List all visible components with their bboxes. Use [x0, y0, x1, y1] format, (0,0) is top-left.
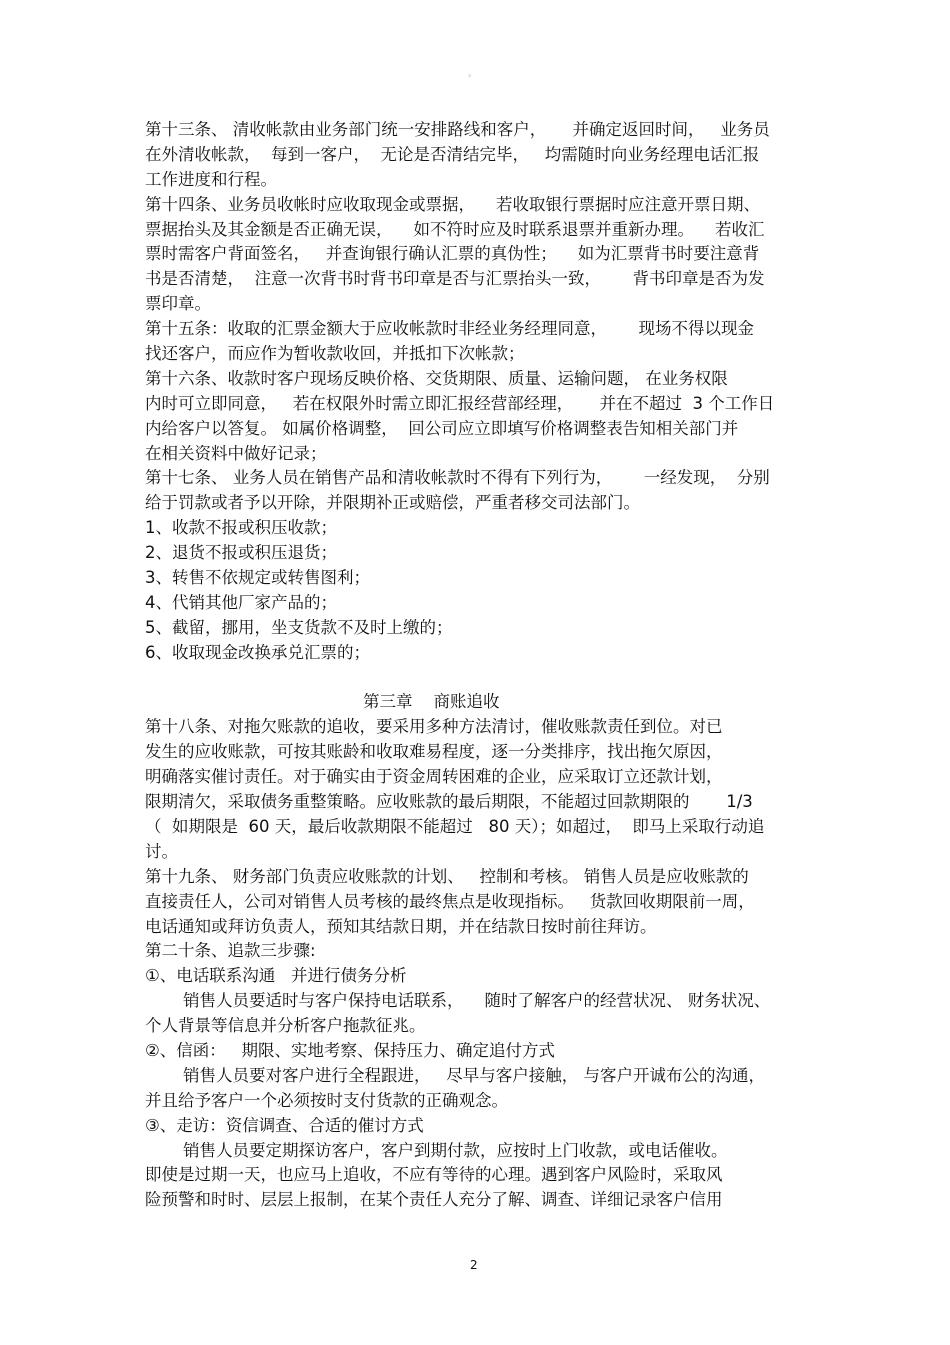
text-line: 限期清欠，采取债务重整策略。应收账款的最后期限，不能超过回款期限的 1/3	[145, 792, 753, 812]
text-line: 工作进度和行程。	[145, 169, 277, 189]
text-line: 第十七条、 业务人员在销售产品和清收帐款时不得有下列行为， 一经发现， 分别	[145, 468, 770, 488]
text-line: 找还客户，而应作为暂收款收回，并抵扣下次帐款；	[145, 344, 525, 364]
blank-line	[145, 666, 825, 691]
text-line: 第十五条：收取的汇票金额大于应收帐款时非经业务经理同意， 现场不得以现金	[145, 319, 754, 339]
text-line: 票据抬头及其金额是否正确无误， 如不符时应及时联系退票并重新办理。 若收汇	[145, 219, 765, 239]
text-line: 第十九条、 财务部门负责应收账款的计划、 控制和考核。 销售人员是应收账款的	[145, 866, 749, 886]
text-line: 内时可立即同意， 若在权限外时需立即汇报经营部经理， 并在不超过 3 个工作日	[145, 393, 775, 413]
text-line: 3、转售不依规定或转售图利；	[145, 568, 370, 588]
text-line: 销售人员要对客户进行全程跟进， 尽早与客户接触， 与客户开诚布公的沟通，	[183, 1065, 765, 1085]
text-line: 第十八条、对拖欠账款的追收，要采用多种方法清讨，催收账款责任到位。对已	[145, 717, 723, 737]
text-line: 1、收款不报或积压收款；	[145, 518, 337, 538]
text-line: ①、电话联系沟通 并进行债务分析	[145, 966, 407, 986]
text-line: 内给客户以答复。 如属价格调整， 回公司应立即填写价格调整表告知相关部门并	[145, 418, 739, 438]
text-line: 第十六条、收款时客户现场反映价格、交货期限、质量、运输问题， 在业务权限	[145, 368, 728, 388]
text-line: 4、代销其他厂家产品的；	[145, 592, 337, 612]
text-line: 在相关资料中做好记录；	[145, 443, 327, 463]
text-line: 销售人员要适时与客户保持电话联系， 随时了解客户的经营状况、 财务状况、	[183, 991, 771, 1011]
text-line: 直接责任人，公司对销售人员考核的最终焦点是收现指标。 货款回收期限前一周，	[145, 891, 755, 911]
text-line: 给于罚款或者予以开除，并限期补正或赔偿，严重者移交司法部门。	[145, 493, 640, 513]
text-line: ②、信函： 期限、实地考察、保持压力、确定追付方式	[145, 1040, 556, 1060]
text-line: 明确落实催讨责任。对于确实由于资金周转困难的企业，应采取订立还款计划，	[145, 767, 723, 787]
text-line: 第二十条、追款三步骤:	[145, 941, 316, 961]
page-number: 2	[470, 1258, 478, 1272]
text-line: 电话通知或拜访负责人，预知其结款日期，并在结款日按时前往拜访。	[145, 916, 657, 936]
text-line: （ 如期限是 60 天，最后收款期限不能超过 80 天）；如超过， 即马上采取行动追	[145, 816, 765, 836]
text-line: 讨。	[145, 841, 178, 861]
text-line: ③、走访：资信调查、合适的催讨方式	[145, 1115, 424, 1135]
header-mark: 。	[468, 69, 478, 79]
text-line: 第十四条、业务员收帐时应收取现金或票据， 若收取银行票据时应注意开票日期、	[145, 194, 760, 214]
body-text	[145, 118, 825, 1213]
text-line: 险预警和时时、层层上报制，在某个责任人充分了解、调查、详细记录客户信用	[145, 1190, 723, 1210]
text-line: 第十三条、 清收帐款由业务部门统一安排路线和客户， 并确定返回时间， 业务员	[145, 120, 770, 139]
chapter-heading: 第三章 商账追收	[363, 692, 500, 712]
text-line: 票印章。	[145, 294, 211, 314]
text-line: 在外清收帐款， 每到一客户， 无论是否清结完毕， 均需随时向业务经理电话汇报	[145, 144, 760, 164]
text-line: 即使是过期一天，也应马上追收，不应有等待的心理。遇到客户风险时，采取风	[145, 1165, 723, 1185]
text-line: 发生的应收账款，可按其账龄和收取难易程度，逐一分类排序，找出拖欠原因，	[145, 742, 723, 762]
text-line: 个人背景等信息并分析客户拖款征兆。	[145, 1016, 426, 1036]
text-line: 票时需客户背面签名， 并查询银行确认汇票的真伪性； 如为汇票背书时要注意背	[145, 244, 760, 264]
text-line: 书是否清楚， 注意一次背书时背书印章是否与汇票抬头一致， 背书印章是否为发	[145, 269, 765, 289]
text-line: 6、收取现金改换承兑汇票的；	[145, 642, 370, 662]
text-line: 销售人员要定期探访客户，客户到期付款，应按时上门收款，或电话催收。	[183, 1140, 728, 1160]
text-line: 2、退货不报或积压退货；	[145, 543, 337, 563]
text-line: 并且给予客户一个必须按时支付货款的正确观念。	[145, 1090, 508, 1110]
text-line: 5、截留，挪用，坐支货款不及时上缴的；	[145, 617, 453, 637]
